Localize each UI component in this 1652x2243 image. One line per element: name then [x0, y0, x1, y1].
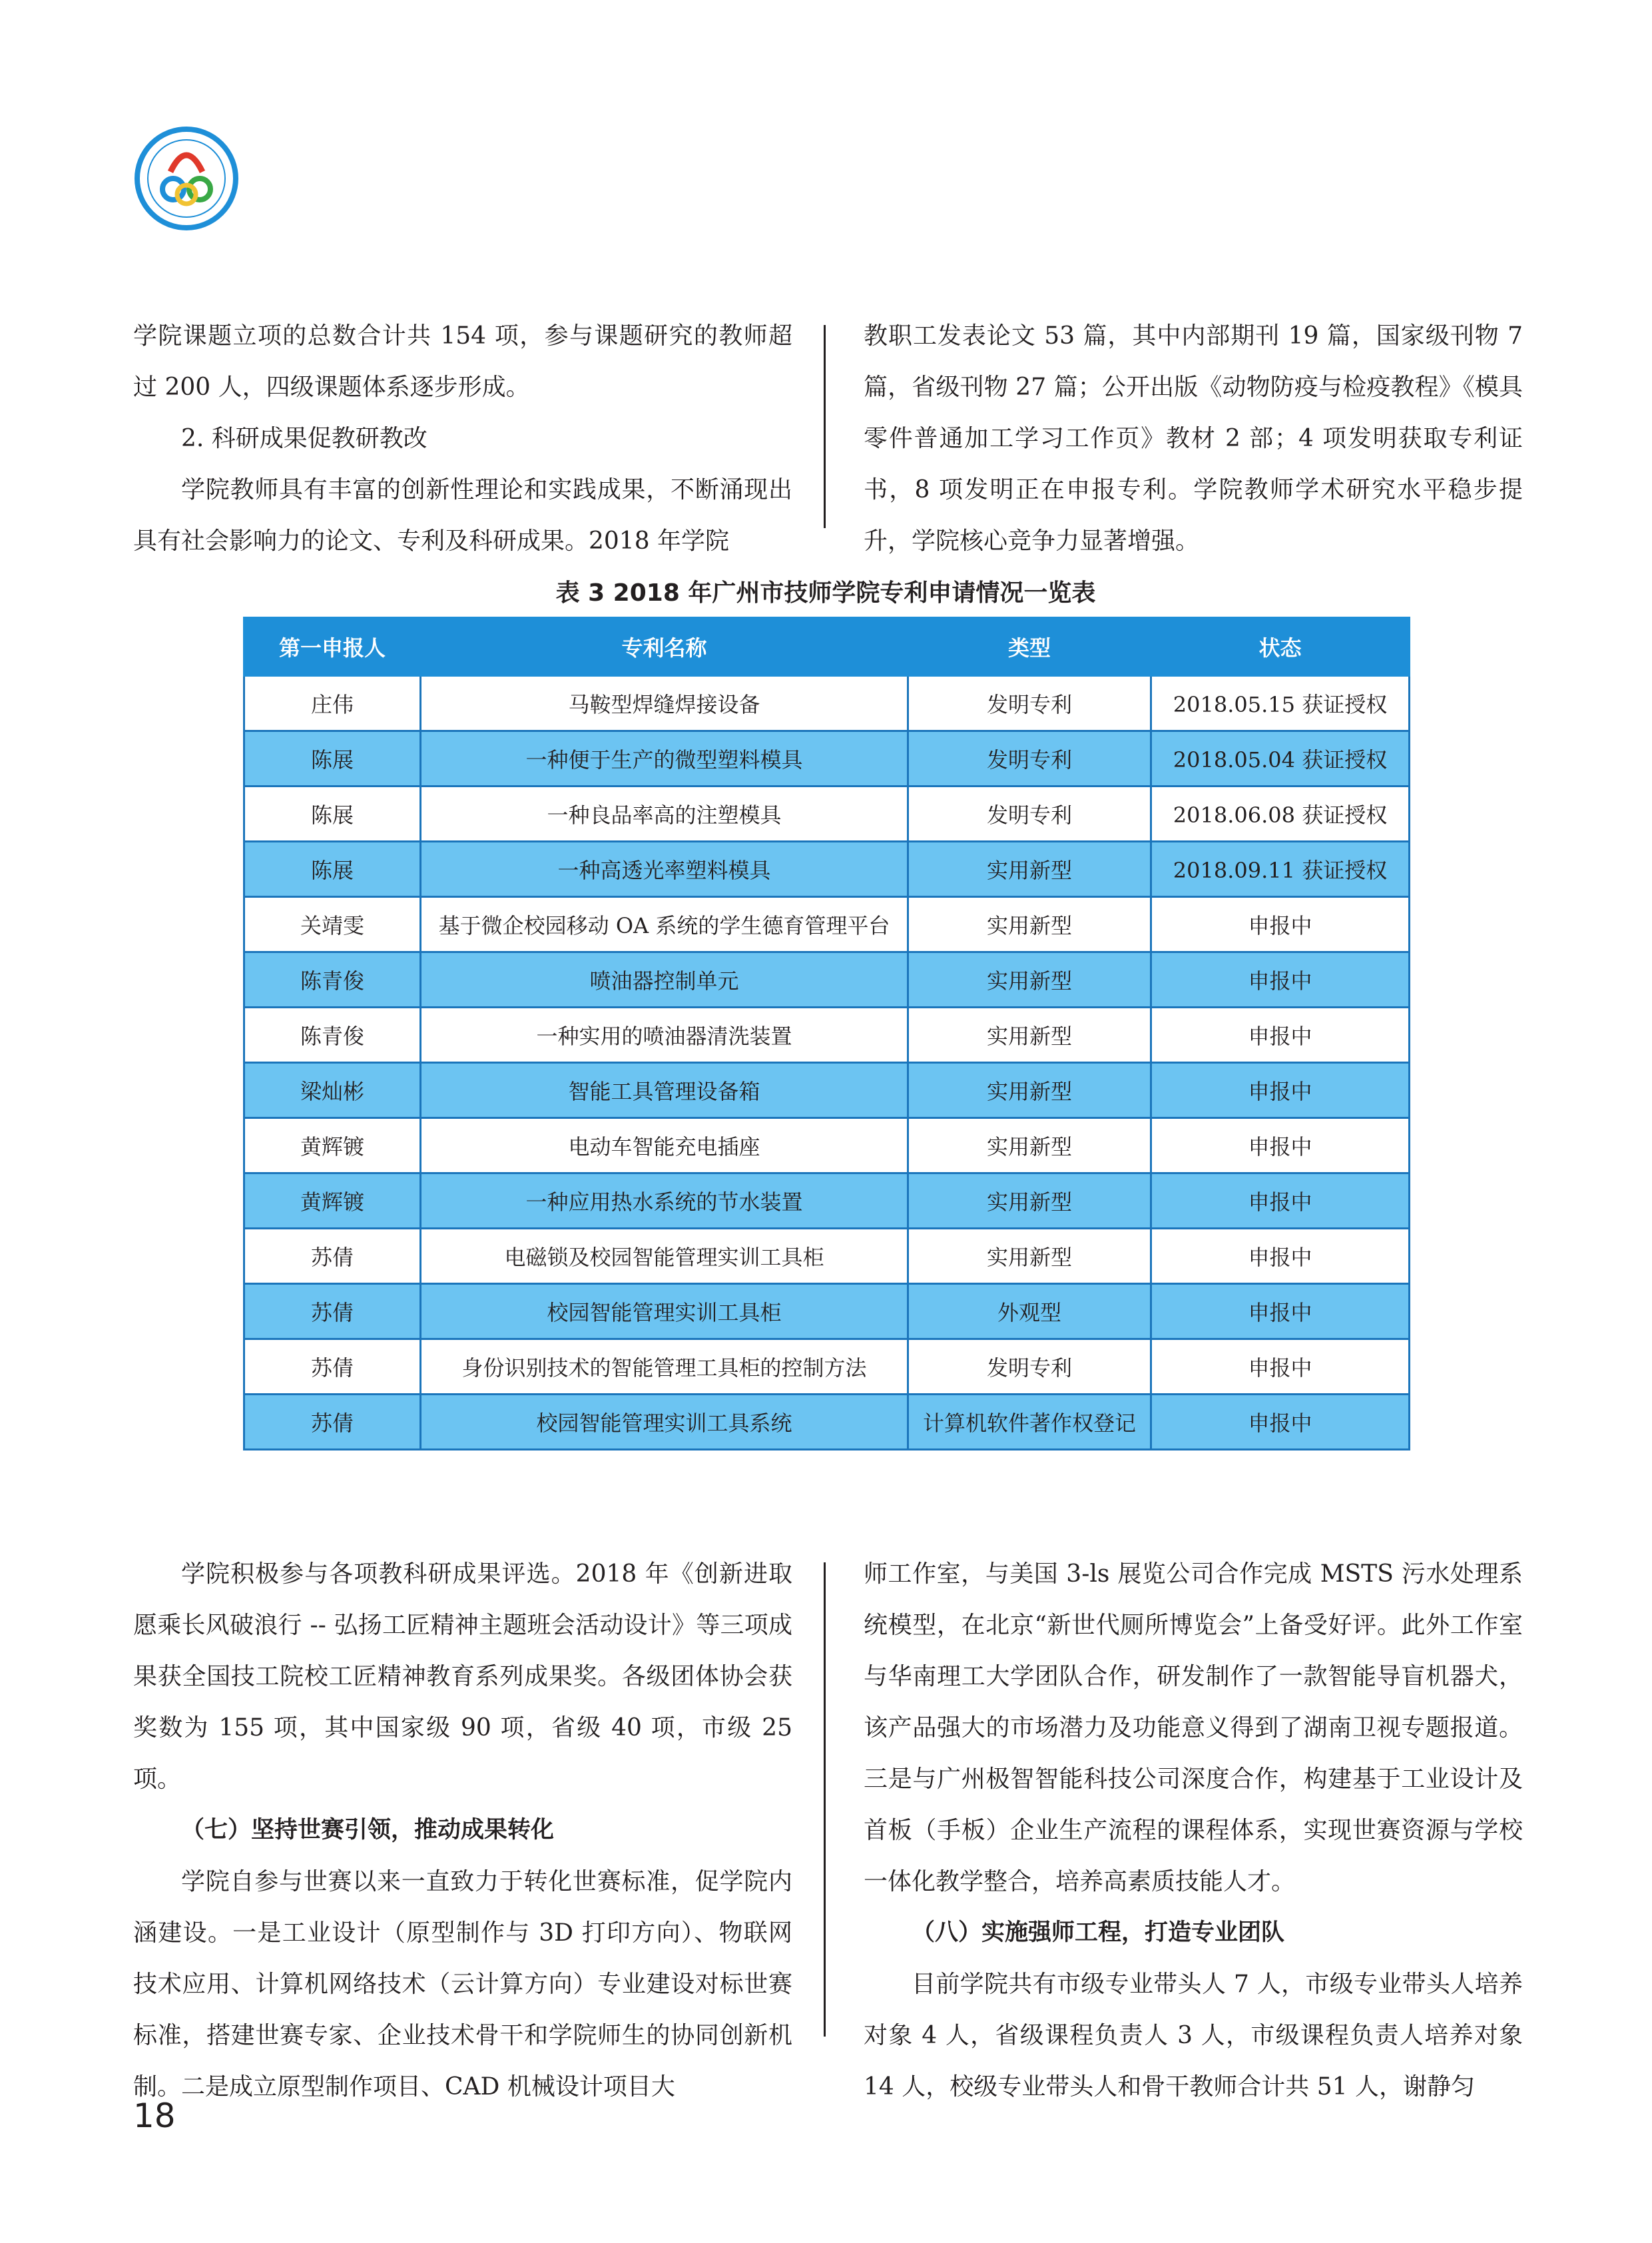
- page-number: 18: [133, 2096, 176, 2135]
- paragraph: 学院课题立项的总数合计共 154 项，参与课题研究的教师超过 200 人，四级课题体系逐步形成。: [133, 322, 792, 401]
- cell-status: 2018.06.08 获证授权: [1151, 787, 1410, 842]
- cell-patent-name: 马鞍型焊缝焊接设备: [421, 676, 908, 731]
- cell-applicant: 陈展: [244, 842, 421, 897]
- table-row: [244, 1173, 1410, 1229]
- cell-status: 申报中: [1151, 1008, 1410, 1063]
- cell-applicant: 陈青俊: [244, 1008, 421, 1063]
- cell-patent-name: 电动车智能充电插座: [421, 1118, 908, 1173]
- cell-status: 2018.05.15 获证授权: [1151, 676, 1410, 731]
- cell-type: 实用新型: [908, 897, 1151, 952]
- table-row: [244, 1063, 1410, 1118]
- cell-type: 实用新型: [908, 1008, 1151, 1063]
- column-header-status: 状态: [1151, 618, 1410, 676]
- table-row: [244, 1395, 1410, 1450]
- column-header-applicant: 第一申报人: [244, 618, 421, 676]
- paragraph: 师工作室，与美国 3-ls 展览公司合作完成 MSTS 污水处理系统模型，在北京“新世代厕所博览会”上备受好评。此外工作室与华南理工大学团队合作，研发制作了一款智能导盲机器犬，该产品强大的市场潜力及功能意义得到了湖南卫视专题报道。三是与广州极智智能科技公司深度合作，构建基于工业设计及首板（手板）企业生产流程的课程体系，实现世赛资源与学校一体化教学整合，培养高素质技能人才。: [864, 1560, 1523, 1895]
- cell-patent-name: 一种实用的喷油器清洗装置: [421, 1008, 908, 1063]
- cell-type: 外观型: [908, 1284, 1151, 1339]
- cell-applicant: 苏倩: [244, 1284, 421, 1339]
- cell-type: 发明专利: [908, 787, 1151, 842]
- table-row: [244, 1229, 1410, 1284]
- cell-status: 申报中: [1151, 897, 1410, 952]
- table-caption: 表 3 2018 年广州市技师学院专利申请情况一览表: [555, 579, 1096, 607]
- bottom-left-column: [133, 1548, 792, 2112]
- column-divider: [824, 1562, 826, 2037]
- cell-status: 申报中: [1151, 1284, 1410, 1339]
- cell-status: 2018.09.11 获证授权: [1151, 842, 1410, 897]
- paragraph: 教职工发表论文 53 篇，其中内部期刊 19 篇，国家级刊物 7 篇，省级刊物 27 篇；公开出版《动物防疫与检疫教程》《模具零件普通加工学习工作页》教材 2 部；4 项发明获取专利证书，8 项发明正在申报专利。学院教师学术研究水平稳步提升，学院核心竞争力显著增强。: [864, 322, 1523, 555]
- cell-patent-name: 喷油器控制单元: [421, 952, 908, 1008]
- table-row: [244, 1284, 1410, 1339]
- cell-patent-name: 智能工具管理设备箱: [421, 1063, 908, 1118]
- paragraph: 目前学院共有市级专业带头人 7 人，市级专业带头人培养对象 4 人，省级课程负责人 3 人，市级课程负责人培养对象 14 人，校级专业带头人和骨干教师合计共 51 人，谢静匀: [864, 1971, 1523, 2100]
- cell-status: 申报中: [1151, 1395, 1410, 1450]
- table-row: [244, 952, 1410, 1008]
- cell-applicant: 庄伟: [244, 676, 421, 731]
- cell-applicant: 梁灿彬: [244, 1063, 421, 1118]
- table-row: [244, 1118, 1410, 1173]
- cell-type: 实用新型: [908, 952, 1151, 1008]
- column-header-patent-name: 专利名称: [421, 618, 908, 676]
- paragraph: 学院教师具有丰富的创新性理论和实践成果，不断涌现出具有社会影响力的论文、专利及科研成果。2018 年学院: [133, 476, 792, 555]
- cell-patent-name: 身份识别技术的智能管理工具柜的控制方法: [421, 1339, 908, 1395]
- cell-applicant: 黄辉镀: [244, 1173, 421, 1229]
- table-row: [244, 731, 1410, 787]
- cell-status: 申报中: [1151, 1229, 1410, 1284]
- top-left-column: [133, 310, 792, 567]
- cell-applicant: 陈展: [244, 731, 421, 787]
- column-header-type: 类型: [908, 618, 1151, 676]
- cell-patent-name: 基于微企校园移动 OA 系统的学生德育管理平台: [421, 897, 908, 952]
- cell-patent-name: 一种高透光率塑料模具: [421, 842, 908, 897]
- section-heading: （八）实施强师工程，打造专业团队: [912, 1919, 1285, 1946]
- cell-applicant: 苏倩: [244, 1395, 421, 1450]
- cell-type: 实用新型: [908, 1173, 1151, 1229]
- cell-status: 申报中: [1151, 1118, 1410, 1173]
- table-row: [244, 676, 1410, 731]
- cell-patent-name: 一种应用热水系统的节水装置: [421, 1173, 908, 1229]
- cell-status: 申报中: [1151, 1173, 1410, 1229]
- section-heading: （七）坚持世赛引领，推动成果转化: [181, 1817, 555, 1843]
- cell-type: 发明专利: [908, 1339, 1151, 1395]
- cell-status: 申报中: [1151, 1063, 1410, 1118]
- cell-applicant: 苏倩: [244, 1229, 421, 1284]
- cell-applicant: 陈展: [244, 787, 421, 842]
- table-row: [244, 1008, 1410, 1063]
- table-row: [244, 787, 1410, 842]
- paragraph: 学院积极参与各项教科研成果评选。2018 年《创新进取 愿乘长风破浪行 -- 弘扬工匠精神主题班会活动设计》等三项成果获全国技工院校工匠精神教育系列成果奖。各级团体协会获奖数为 155 项，其中国家级 90 项，省级 40 项，市级 25 项。: [133, 1560, 792, 1793]
- table-header-row: [244, 618, 1410, 676]
- cell-status: 申报中: [1151, 952, 1410, 1008]
- cell-applicant: 黄辉镀: [244, 1118, 421, 1173]
- cell-type: 实用新型: [908, 1229, 1151, 1284]
- cell-patent-name: 一种良品率高的注塑模具: [421, 787, 908, 842]
- bottom-right-column: [864, 1548, 1523, 2112]
- table-row: [244, 897, 1410, 952]
- cell-type: 计算机软件著作权登记: [908, 1395, 1151, 1450]
- cell-type: 实用新型: [908, 1118, 1151, 1173]
- paragraph: 学院自参与世赛以来一直致力于转化世赛标准，促学院内涵建设。一是工业设计（原型制作与 3D 打印方向）、物联网技术应用、计算机网络技术（云计算方向）专业建设对标世赛标准，搭建世赛专家、企业技术骨干和学院师生的协同创新机制。二是成立原型制作项目、CAD 机械设计项目大: [133, 1868, 792, 2100]
- table-body: [244, 676, 1410, 1450]
- cell-type: 实用新型: [908, 1063, 1151, 1118]
- cell-patent-name: 电磁锁及校园智能管理实训工具柜: [421, 1229, 908, 1284]
- cell-patent-name: 一种便于生产的微型塑料模具: [421, 731, 908, 787]
- cell-type: 发明专利: [908, 676, 1151, 731]
- cell-status: 申报中: [1151, 1339, 1410, 1395]
- top-right-column: [864, 310, 1523, 567]
- table-row: [244, 1339, 1410, 1395]
- college-emblem-icon: [133, 125, 240, 232]
- cell-patent-name: 校园智能管理实训工具柜: [421, 1284, 908, 1339]
- patent-table: [243, 617, 1410, 1450]
- cell-status: 2018.05.04 获证授权: [1151, 731, 1410, 787]
- section-subheading: 2. 科研成果促教研教改: [181, 425, 427, 452]
- cell-applicant: 关靖雯: [244, 897, 421, 952]
- cell-type: 实用新型: [908, 842, 1151, 897]
- cell-patent-name: 校园智能管理实训工具系统: [421, 1395, 908, 1450]
- cell-applicant: 陈青俊: [244, 952, 421, 1008]
- cell-type: 发明专利: [908, 731, 1151, 787]
- column-divider: [824, 325, 826, 528]
- table-row: [244, 842, 1410, 897]
- cell-applicant: 苏倩: [244, 1339, 421, 1395]
